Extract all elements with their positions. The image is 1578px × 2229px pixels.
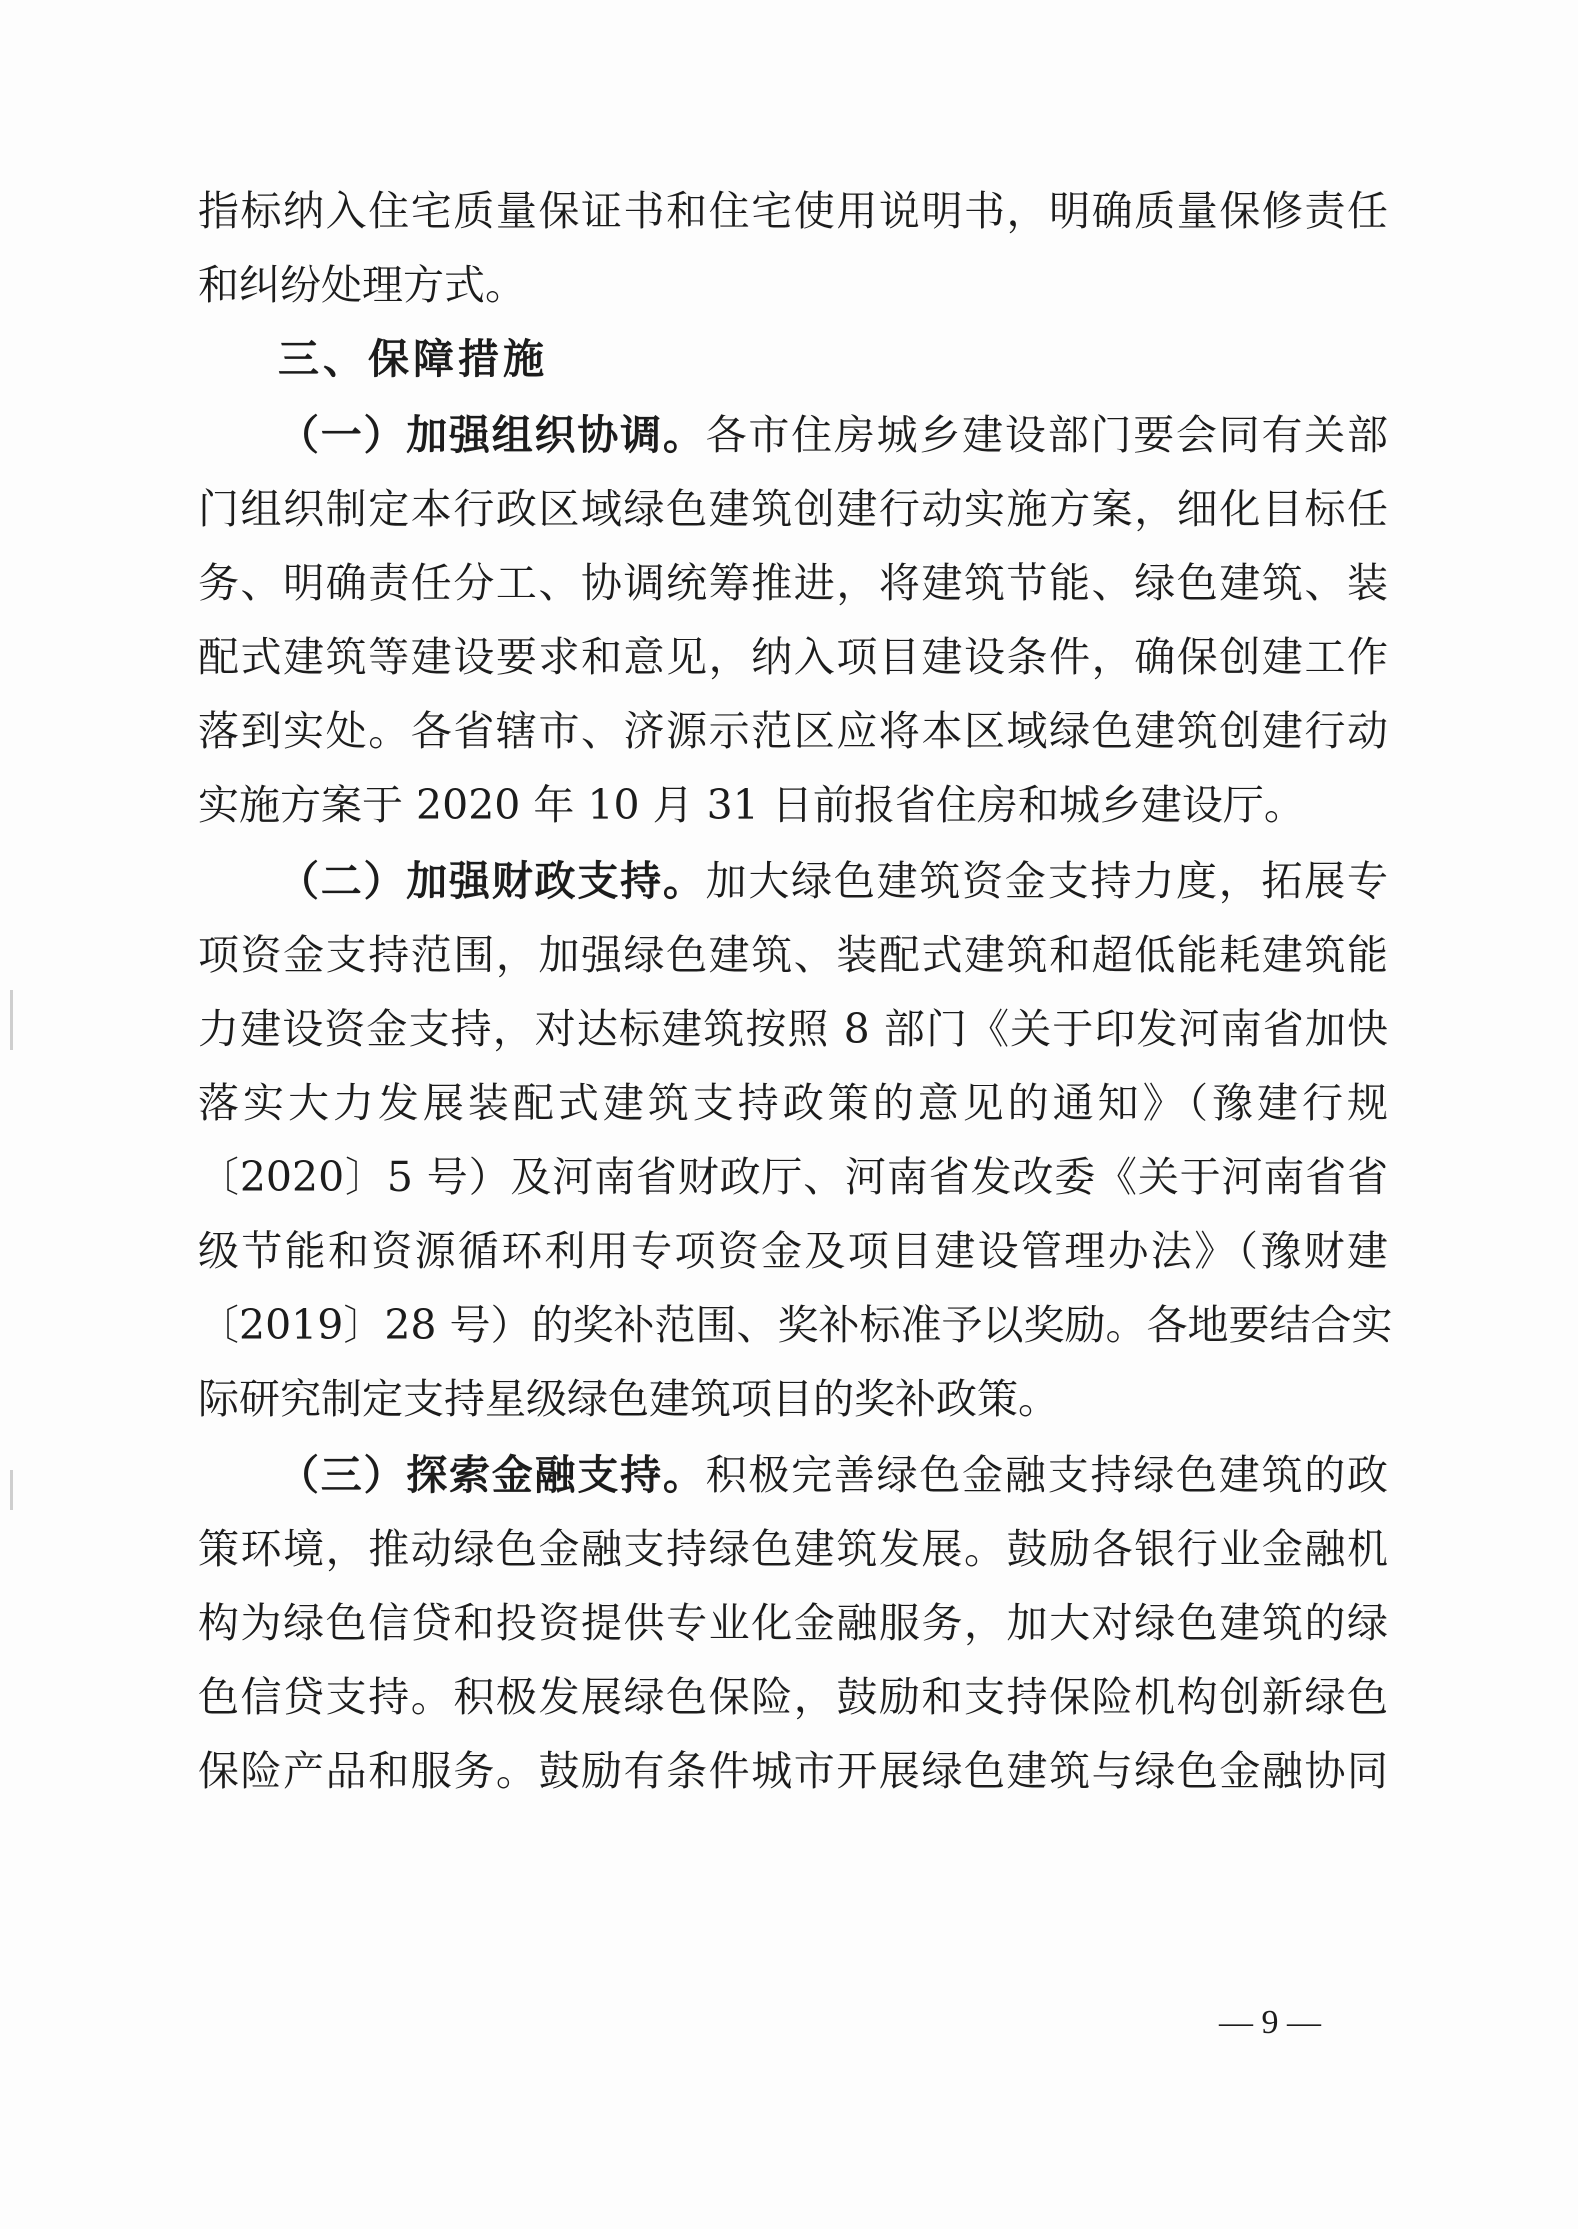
body-line: 配式建筑等建设要求和意见，纳入项目建设条件，确保创建工作 [198,633,1388,681]
body-line: 落到实处。各省辖市、济源示范区应将本区域绿色建筑创建行动 [198,707,1388,755]
body-line: 落实大力发展装配式建筑支持政策的意见的通知》（豫建行规 [198,1079,1388,1127]
body-line: 色信贷支持。积极发展绿色保险，鼓励和支持保险机构创新绿色 [198,1673,1388,1721]
body-line: 构为绿色信贷和投资提供专业化金融服务，加大对绿色建筑的绿 [198,1599,1388,1647]
body-line: 际研究制定支持星级绿色建筑项目的奖补政策。 [198,1375,1059,1423]
body-line: 务、明确责任分工、协调统筹推进，将建筑节能、绿色建筑、装 [198,559,1388,607]
scan-edge-mark [10,990,13,1050]
paragraph-text: 各市住房城乡建设部门要会同有关部 [705,411,1389,459]
section-heading: 三、保障措施 [278,335,548,383]
body-line: 策环境，推动绿色金融支持绿色建筑发展。鼓励各银行业金融机 [198,1525,1388,1573]
body-line: 保险产品和服务。鼓励有条件城市开展绿色建筑与绿色金融协同 [198,1747,1388,1795]
body-line: 级节能和资源循环利用专项资金及项目建设管理办法》（豫财建 [198,1227,1388,1275]
body-line: 力建设资金支持，对达标建筑按照 8 部门《关于印发河南省加快 [198,1005,1388,1053]
body-line: 〔2019〕28 号）的奖补范围、奖补标准予以奖励。各地要结合实 [198,1301,1393,1349]
body-line: 和纠纷处理方式。 [198,261,526,309]
scan-edge-mark [10,1470,13,1510]
paragraph-lead: （一）加强组织协调。 [278,411,706,459]
paragraph-text: 加大绿色建筑资金支持力度，拓展专 [705,857,1389,905]
body-line: 指标纳入住宅质量保证书和住宅使用说明书，明确质量保修责任 [198,187,1388,235]
paragraph-lead: （三）探索金融支持。 [278,1451,706,1499]
paragraph-first-line [278,856,1388,906]
body-line: 〔2020〕5 号）及河南省财政厅、河南省发改委《关于河南省省 [198,1153,1388,1201]
body-line: 实施方案于 2020 年 10 月 31 日前报省住房和城乡建设厅。 [198,781,1305,829]
body-line: 项资金支持范围，加强绿色建筑、装配式建筑和超低能耗建筑能 [198,931,1388,979]
page-number: — 9 — [1219,2004,1321,2041]
paragraph-first-line [278,1450,1388,1500]
paragraph-first-line [278,410,1388,460]
body-line: 门组织制定本行政区域绿色建筑创建行动实施方案，细化目标任 [198,485,1388,533]
paragraph-lead: （二）加强财政支持。 [278,857,706,905]
paragraph-text: 积极完善绿色金融支持绿色建筑的政 [705,1451,1389,1499]
